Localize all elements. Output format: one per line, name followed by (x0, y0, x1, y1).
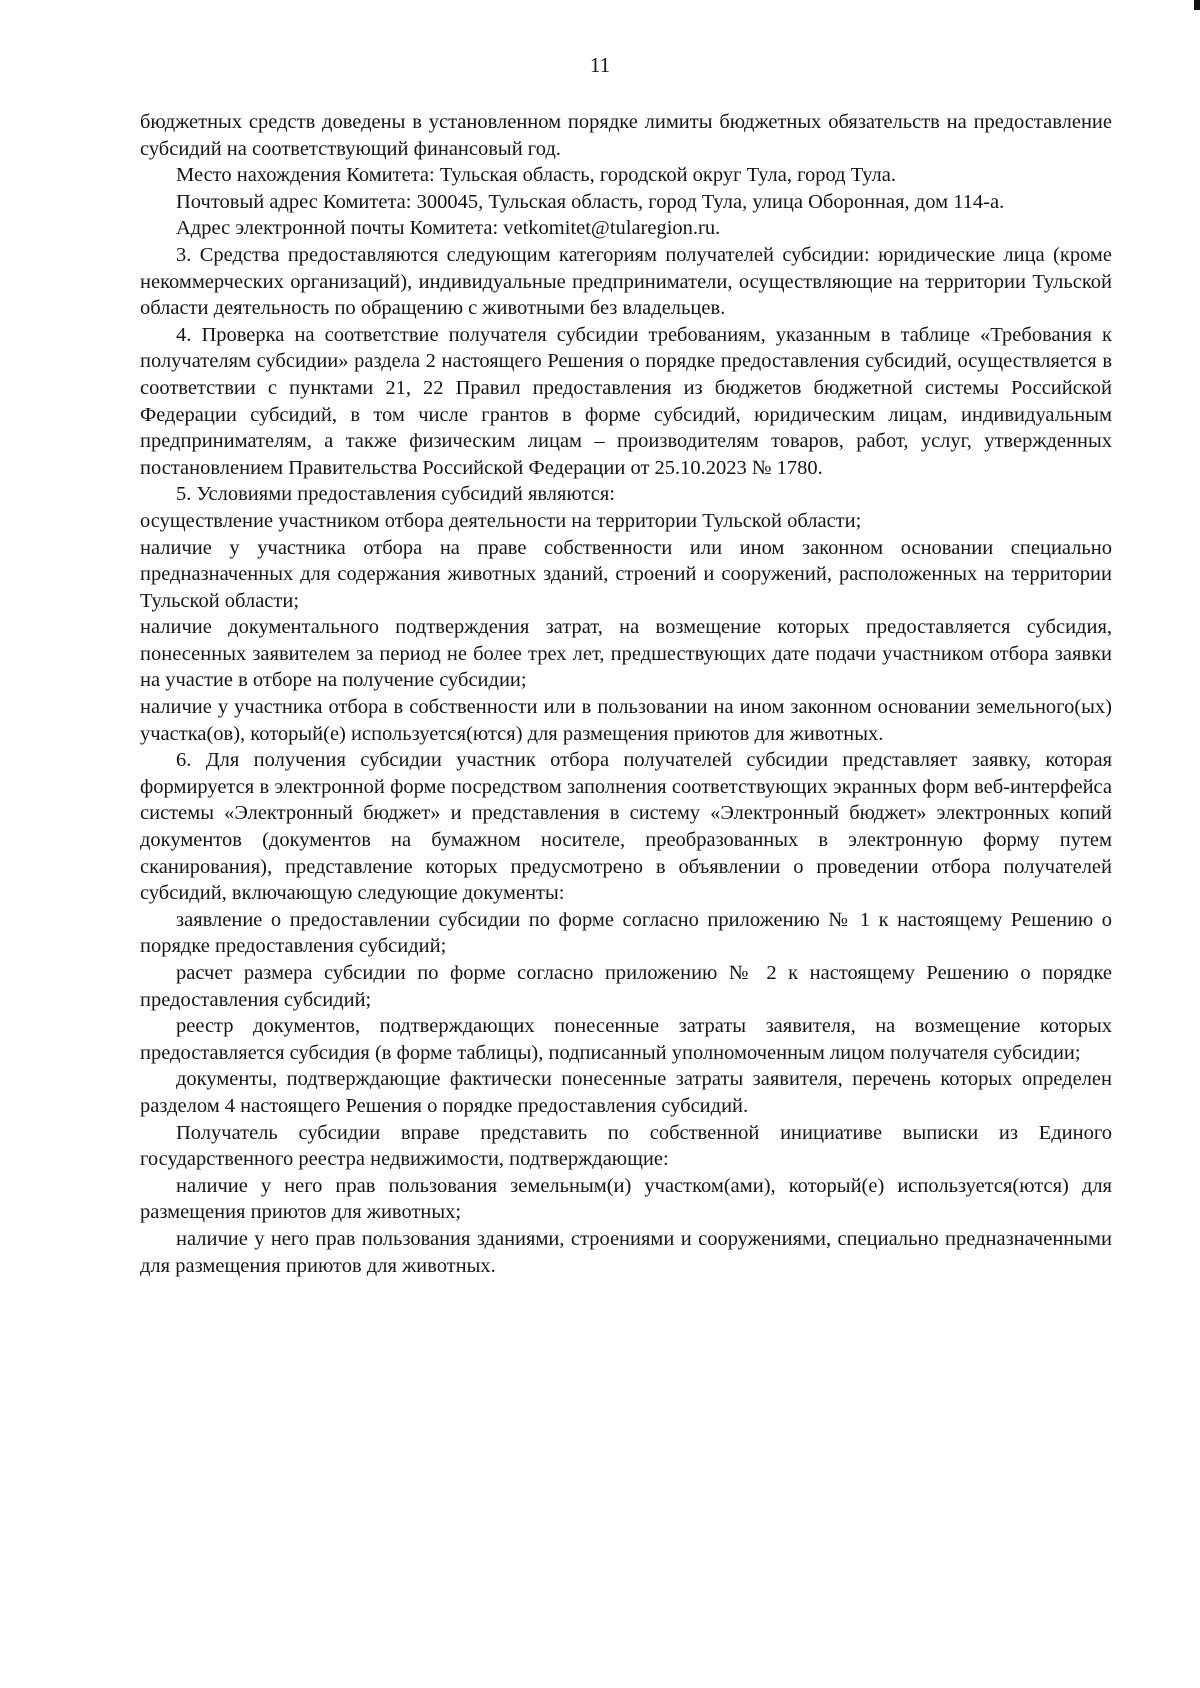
paragraph-item-5-conditions: 5. Условиями предоставления субсидий являются: (176, 483, 615, 506)
extract-land-rights: наличие у него прав пользования земельным(и) участком(ами), который(е) используется(ются) для размещения приютов для животных; (140, 1174, 1112, 1224)
paragraph-budget-limits: бюджетных средств доведены в установленном порядке лимиты бюджетных обязательств на предоставление субсидий на соответствующий финансовый год. (140, 111, 1112, 160)
paragraph-item-6-application: 6. Для получения субсидии участник отбора получателей субсидии представляет заявку, которая формируется в электронной форме посредством заполнения соответствующих экранных форм веб-интерфейса системы «Электронный бюджет» и представления в систему «Электронный бюджет» электронных копий документов (документов на бумажном носителе, преобразованных в электронную форму путем сканирования), представление которых предусмотрено в объявлении о проведении отбора получателей субсидий, включающую следующие документы: (140, 749, 1112, 905)
condition-cost-documents: наличие документального подтверждения затрат, на возмещение которых предоставляется субсидия, понесенных заявителем за период не более трех лет, предшествующих дате подачи участником отбора заявки на участие в отборе на получение субсидии; (140, 616, 1112, 692)
condition-buildings: наличие у участника отбора на праве собственности или ином законном основании специально предназначенных для содержания животных зданий, строений и сооружений, расположенных на территории Тульской области; (140, 536, 1112, 612)
document-application-form: заявление о предоставлении субсидии по форме согласно приложению № 1 к настоящему Решению о порядке предоставления субсидий; (140, 908, 1112, 958)
document-cost-register: реестр документов, подтверждающих понесенные затраты заявителя, на возмещение которых предоставляется субсидия (в форме таблицы), подписанный уполномоченным лицом получателя субсидии; (140, 1015, 1112, 1064)
paragraph-email-address: Адрес электронной почты Комитета: vetkomitet@tularegion.ru. (176, 217, 721, 240)
document-body (140, 109, 1112, 1279)
paragraph-item-3-recipients: 3. Средства предоставляются следующим категориям получателей субсидии: юридические лица (кроме некоммерческих организаций), индивидуальные предприниматели, осуществляющие на территории Тульской области деятельность по обращению с животными без владельцев. (140, 243, 1112, 320)
scan-edge-mark (1194, 0, 1200, 10)
condition-activity: осуществление участником отбора деятельности на территории Тульской области; (140, 509, 862, 532)
paragraph-postal-address: Почтовый адрес Комитета: 300045, Тульская область, город Тула, улица Оборонная, дом 114-а. (176, 190, 1005, 213)
page-number: 11 (589, 53, 611, 77)
paragraph-item-4-verification: 4. Проверка на соответствие получателя субсидии требованиям, указанным в таблице «Требования к получателям субсидии» раздела 2 настоящего Решения о порядке предоставления субсидий, осуществляется в соответствии с пунктами 21, 22 Правил предоставления из бюджетов бюджетной системы Российской Федерации субсидий, в том числе грантов в форме субсидий, юридическим лицам, индивидуальным предпринимателям, а также физическим лицам – производителям товаров, работ, услуг, утвержденных постановлением Правительства Российской Федерации от 25.10.2023 № 1780. (140, 323, 1112, 479)
condition-land-plots: наличие у участника отбора в собственности или в пользовании на ином законном основании земельного(ых) участка(ов), который(е) используется(ются) для размещения приютов для животных. (140, 696, 1112, 745)
document-subsidy-calculation: расчет размера субсидии по форме согласно приложению № 2 к настоящему Решению о порядке предоставления субсидий; (140, 962, 1112, 1011)
paragraph-optional-extracts: Получатель субсидии вправе представить по собственной инициативе выписки из Единого государственного реестра недвижимости, подтверждающие: (140, 1121, 1112, 1171)
paragraph-committee-location: Место нахождения Комитета: Тульская область, городской округ Тула, город Тула. (176, 164, 896, 187)
extract-building-rights: наличие у него прав пользования зданиями, строениями и сооружениями, специально предназначенными для размещения приютов для животных. (140, 1227, 1112, 1277)
document-cost-proofs: документы, подтверждающие фактически понесенные затраты заявителя, перечень которых определен разделом 4 настоящего Решения о порядке предоставления субсидий. (140, 1068, 1112, 1117)
